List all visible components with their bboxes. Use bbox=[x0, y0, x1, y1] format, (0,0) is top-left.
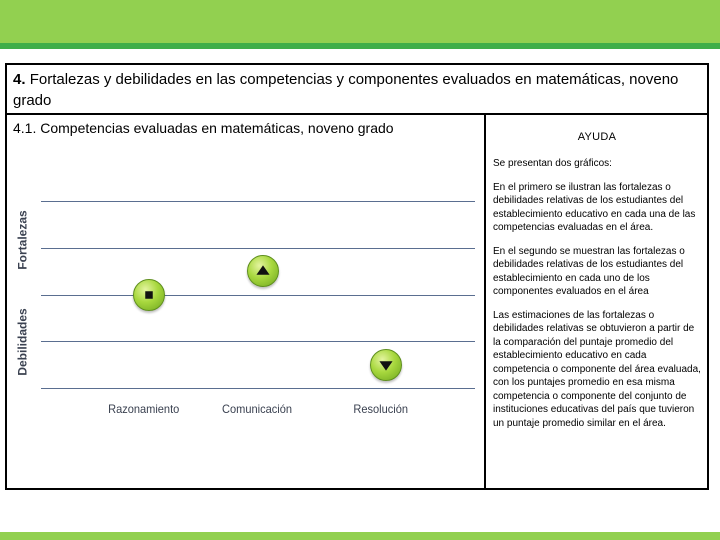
chart-gridline bbox=[41, 388, 475, 389]
x-axis-tick-label: Comunicación bbox=[222, 402, 293, 416]
help-paragraph: En el primero se ilustran las fortalezas o debilidades relativas de los estudiantes del establecimiento educativo en cada una de las competencias evaluadas en el área. bbox=[493, 181, 696, 233]
header-stripe bbox=[0, 43, 720, 49]
x-axis-tick-label: Resolución bbox=[352, 402, 408, 416]
x-axis-tick-label: Razonamiento bbox=[107, 402, 179, 416]
section-number: 4. bbox=[13, 71, 26, 88]
chart-gridline bbox=[41, 201, 475, 202]
header-bar bbox=[0, 0, 720, 43]
chart-subtitle: 4.1. Competencias evaluadas en matemáticas, noveno grado bbox=[13, 120, 394, 136]
footer-bar bbox=[0, 532, 720, 540]
help-paragraph: Se presentan dos gráficos: bbox=[493, 158, 612, 169]
chart-gridline bbox=[41, 295, 475, 296]
help-paragraph: Las estimaciones de las fortalezas o debilidades relativas se obtuvieron a partir de la comparación del puntaje promedio del establecimiento educativo en cada competencia o componente del área evaluada, con los puntajes promedio en esa misma competencia o componente del conjunto de instituciones educativas del país que tuvieron un puntaje promedio similar en el área. bbox=[493, 309, 701, 429]
chart-gridline bbox=[41, 248, 475, 249]
section-title-text: Fortalezas y debilidades en las competencias y componentes evaluados en matemáticas, noveno grado bbox=[13, 71, 679, 109]
square-marker-icon bbox=[133, 279, 165, 311]
y-axis-label: Debilidades bbox=[15, 308, 30, 376]
section-title bbox=[7, 65, 707, 115]
help-title: AYUDA bbox=[577, 131, 617, 143]
help-panel bbox=[484, 115, 707, 488]
chart-panel bbox=[7, 115, 484, 488]
triangle-down-marker-icon bbox=[370, 349, 402, 381]
content-frame bbox=[5, 63, 709, 490]
chart-gridline bbox=[41, 341, 475, 342]
y-axis-label: Fortalezas bbox=[15, 210, 30, 270]
triangle-up-marker-icon bbox=[247, 255, 279, 287]
help-paragraph: En el segundo se muestran las fortalezas o debilidades relativas de los estudiantes del establecimiento en cada uno de los componentes evaluados en el área bbox=[493, 245, 685, 297]
